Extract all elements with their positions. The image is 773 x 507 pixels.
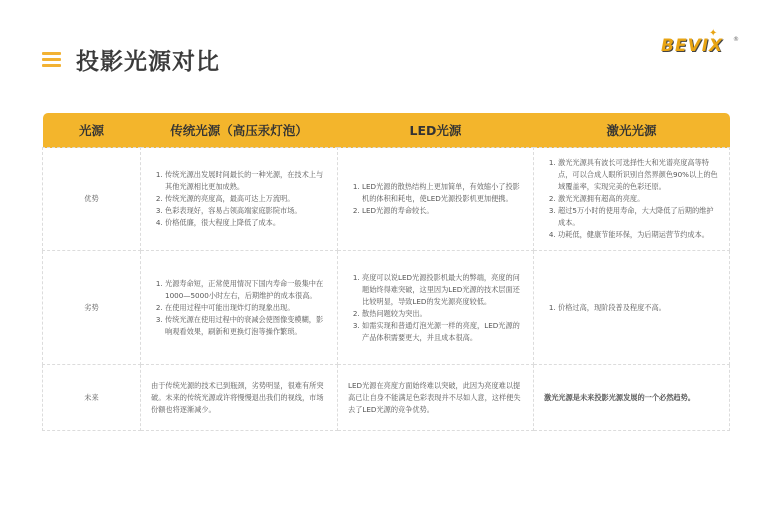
header-cell-laser: 激光光源 xyxy=(534,113,730,148)
list-item: 1. 亮度可以说LED光源投影机最大的弊端，亮度的问题始终得难突破，这里因为LED光源的技术层面还比较明显，导致LED的发光源亮度较低。 xyxy=(362,272,523,308)
list-item: 2. LED光源的寿命较长。 xyxy=(362,205,523,217)
list-item: 3. 超过5万小时的使用寿命，大大降低了后期的维护成本。 xyxy=(558,205,719,229)
cell-led-disadvantages xyxy=(338,251,534,365)
list-item: 2. 传统光源的亮度高，最高可达上万流明。 xyxy=(165,193,327,205)
header-cell-led: LED光源 xyxy=(338,113,534,148)
list-item: 1. 激光光源具有波长可选择性大和光谱亮度高等特点，可以合成人眼所识别自然界颜色90%以上的色域覆盖率，实现完美的色彩还原。 xyxy=(558,157,719,193)
header-cell-traditional: 传统光源（高压汞灯泡） xyxy=(141,113,338,148)
logo-text: BEVIX xyxy=(661,36,724,56)
list-item: 3. 传统光源在使用过程中的衰减会使图像变模糊，影响观看效果，刷新和更换灯泡等操作繁琐。 xyxy=(165,314,327,338)
table-header-row xyxy=(43,113,730,148)
cell-laser-disadvantages xyxy=(534,251,730,365)
registered-mark: ® xyxy=(733,36,739,43)
cell-traditional-disadvantages xyxy=(141,251,338,365)
list-item: 2. 激光光源拥有超高的亮度。 xyxy=(558,193,719,205)
list-item: 1. 传统光源出发展时间最长的一种光源，在技术上与其他光源相比更加成熟。 xyxy=(165,169,327,193)
bevix-logo xyxy=(661,28,741,60)
list-item: 1. 光源寿命短，正常使用情况下国内寿命一般集中在1000—5000小时左右，后期维护的成本很高。 xyxy=(165,278,327,302)
list-item: 1. 价格过高，现阶段普及程度不高。 xyxy=(558,302,719,314)
list-item: 4. 功耗低，健康节能环保，为后期运营节约成本。 xyxy=(558,229,719,241)
table-row-advantages xyxy=(43,148,730,251)
cell-led-future: LED光源在亮度方面始终难以突破，此因为亮度难以提高已让自身不能满足色彩表现并不尽如人意，这样便失去了LED光源的竞争优势。 xyxy=(338,365,534,431)
table-row-future xyxy=(43,365,730,431)
star-icon: ✦ xyxy=(709,28,718,39)
menu-icon[interactable] xyxy=(42,52,61,66)
list-item: 2. 在使用过程中可能出现炸灯的现象出现。 xyxy=(165,302,327,314)
header-cell-source: 光源 xyxy=(43,113,141,148)
cell-laser-advantages xyxy=(534,148,730,251)
row-label: 劣势 xyxy=(43,251,141,365)
list-item: 3. 如需实现和普通灯泡光源一样的亮度，LED光源的产品体积需要更大，并且成本很高。 xyxy=(362,320,523,344)
row-label: 未来 xyxy=(43,365,141,431)
cell-traditional-future: 由于传统光源的技术已到瓶颈，劣势明显，很难有所突破。未来的传统光源或许将慢慢退出我们的视线，市场份额也将逐渐减少。 xyxy=(141,365,338,431)
table-row-disadvantages xyxy=(43,251,730,365)
cell-led-advantages xyxy=(338,148,534,251)
list-item: 3. 色彩表现好，容易占领高端家庭影院市场。 xyxy=(165,205,327,217)
comparison-table xyxy=(42,113,730,431)
list-item: 4. 价格低廉，很大程度上降低了成本。 xyxy=(165,217,327,229)
list-item: 1. LED光源的散热结构上更加简单，有效缩小了投影机的体积和耗电，使LED光源投影机更加便携。 xyxy=(362,181,523,205)
list-item: 2. 散热问题较为突出。 xyxy=(362,308,523,320)
row-label: 优势 xyxy=(43,148,141,251)
cell-laser-future: 激光光源是未来投影光源发展的一个必然趋势。 xyxy=(534,365,730,431)
cell-traditional-advantages xyxy=(141,148,338,251)
page-title: 投影光源对比 xyxy=(76,49,220,75)
